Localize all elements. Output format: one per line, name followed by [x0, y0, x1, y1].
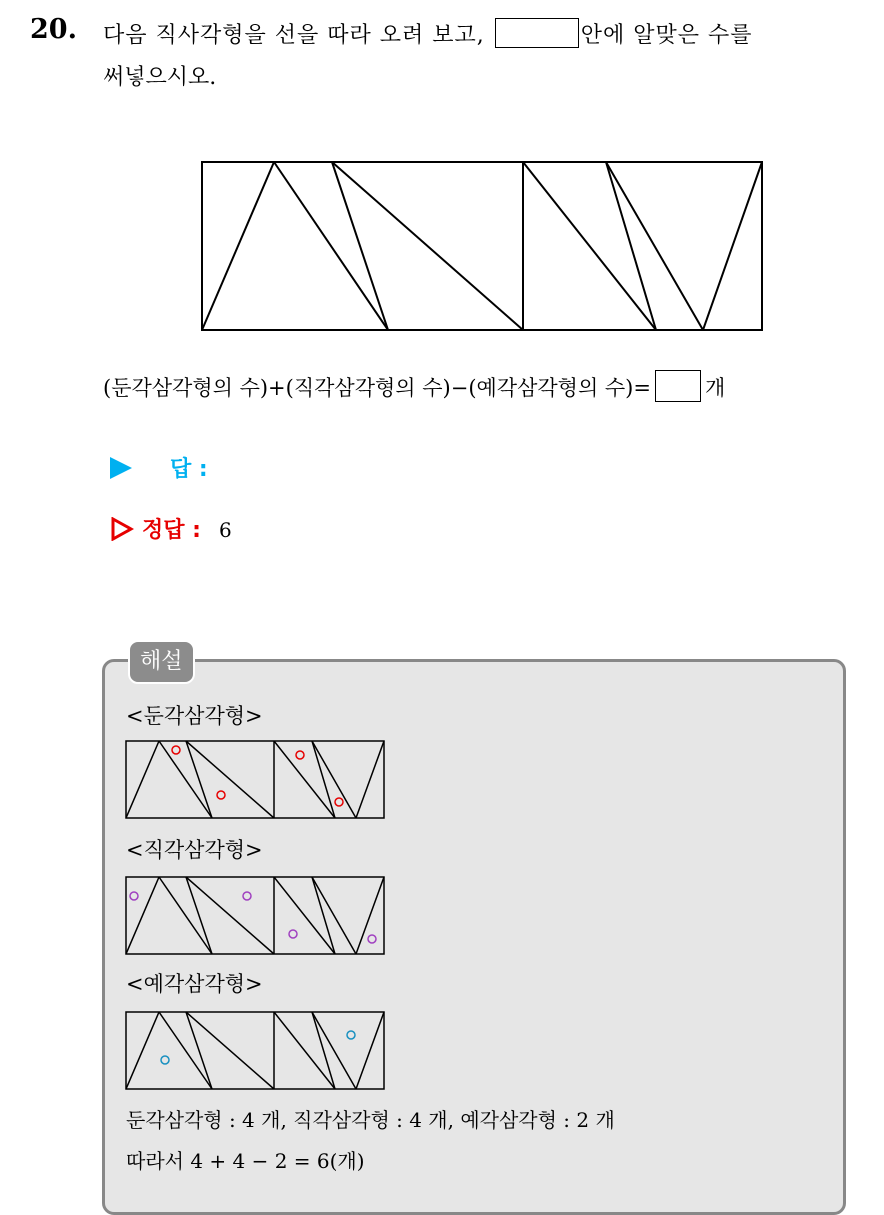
correct-label: 정답 :	[142, 518, 201, 543]
equation-text: (둔각삼각형의 수)+(직각삼각형의 수)−(예각삼각형의 수)=	[103, 376, 651, 400]
section-title-obtuse: <둔각삼각형>	[126, 704, 263, 728]
mark-circle	[243, 892, 251, 900]
outline-triangle-icon	[110, 517, 134, 541]
rectangle-figure	[200, 160, 764, 334]
figure-acute	[125, 1011, 387, 1091]
correct-answer-row	[110, 513, 232, 544]
explanation-tag: 해설	[128, 640, 195, 684]
mark-circle	[296, 751, 304, 759]
mark-circle	[172, 746, 180, 754]
question-text-after: 안에 알맞은 수를	[580, 23, 753, 48]
mark-circle	[335, 798, 343, 806]
summary-calculation: 따라서 4 + 4 − 2 = 6(개)	[126, 1149, 365, 1173]
correct-value: 6	[218, 518, 232, 542]
equation-unit: 개	[704, 376, 726, 400]
question-text-line2: 써넣으시오.	[103, 65, 217, 90]
figure-obtuse	[125, 740, 387, 820]
mark-circle	[289, 930, 297, 938]
mark-circle	[130, 892, 138, 900]
section-title-right: <직각삼각형>	[126, 838, 263, 862]
mark-circle	[161, 1056, 169, 1064]
equation	[103, 370, 725, 402]
equation-blank	[655, 370, 701, 402]
figure-right	[125, 876, 387, 956]
question-text	[103, 18, 753, 49]
filled-triangle-icon	[110, 457, 132, 479]
mark-circle	[347, 1031, 355, 1039]
answer-blank-box	[495, 18, 579, 48]
mark-circle	[368, 935, 376, 943]
section-title-acute: <예각삼각형>	[126, 972, 263, 996]
question-number: 20.	[30, 14, 77, 45]
answer-label: 답 :	[170, 457, 208, 482]
answer-row	[110, 452, 208, 483]
mark-circle	[217, 791, 225, 799]
summary-counts: 둔각삼각형 : 4 개, 직각삼각형 : 4 개, 예각삼각형 : 2 개	[126, 1108, 615, 1132]
question-text-before: 다음 직사각형을 선을 따라 오려 보고,	[103, 23, 485, 48]
